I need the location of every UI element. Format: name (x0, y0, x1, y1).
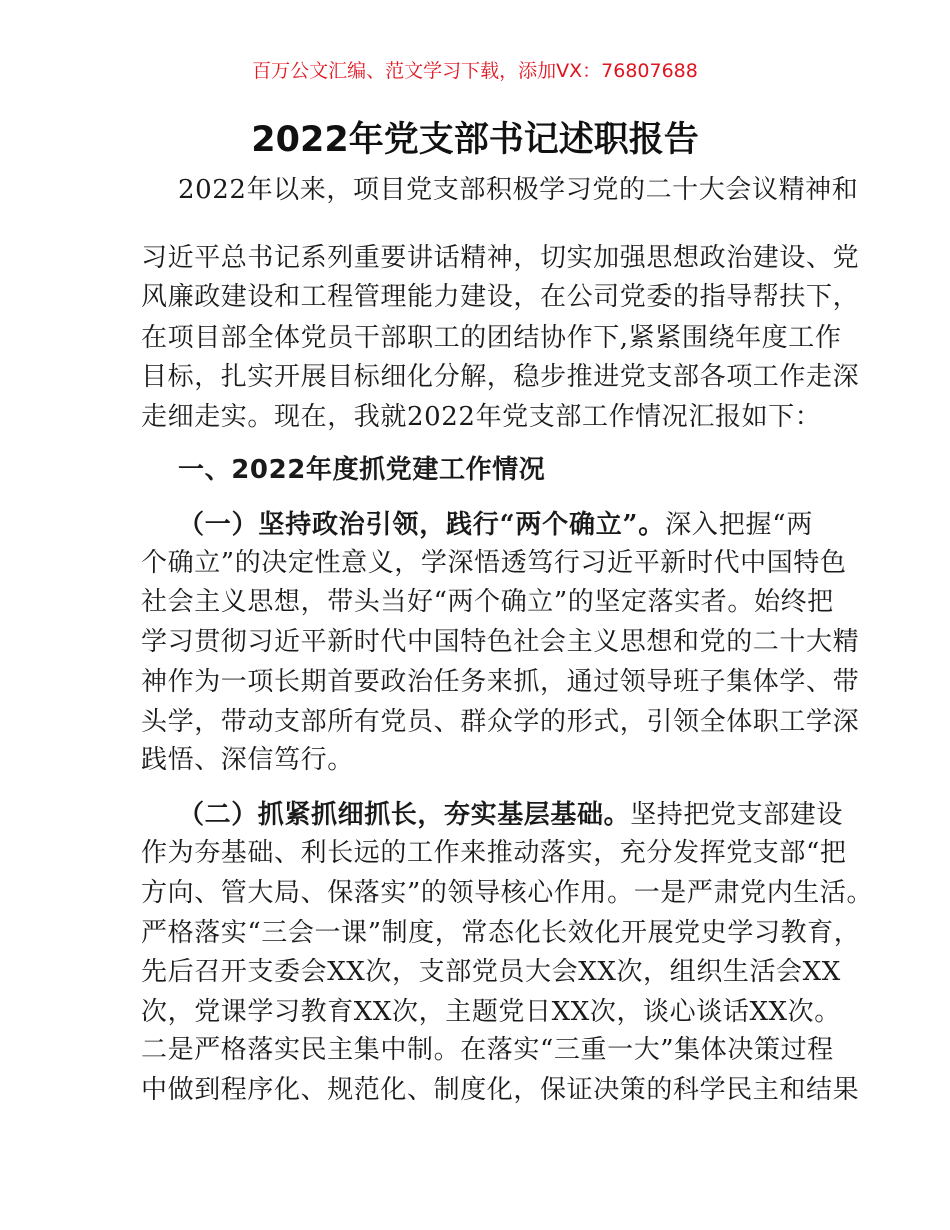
section-heading: 一、2022年度抓党建工作情况 (178, 455, 546, 485)
text-line: 先后召开支委会XX次，支部党员大会XX次，组织生活会XX (141, 957, 841, 987)
text-line: 社会主义思想，带头当好“两个确立”的坚定落实者。始终把 (141, 587, 834, 617)
text-line: 目标，扎实开展目标细化分解，稳步推进党支部各项工作走深 (141, 362, 860, 392)
header-banner: 百万公文汇编、范文学习下载，添加VX：76807688 (252, 60, 698, 82)
text-line: 严格落实“三会一课”制度，常态化长效化开展党史学习教育， (141, 918, 861, 948)
text-span: 深入把握“两 (665, 510, 813, 540)
text-line: 践悟、深信笃行。 (141, 745, 354, 775)
text-line: 次，党课学习教育XX次，主题党日XX次，谈心谈话XX次。 (141, 997, 841, 1027)
text-line (178, 798, 844, 832)
text-line: 作为夯基础、利长远的工作来推动落实，充分发挥党支部“把 (141, 838, 847, 868)
text-line: 中做到程序化、规范化、制度化，保证决策的科学民主和结果 (141, 1075, 860, 1105)
text-line (178, 508, 813, 542)
document-title: 2022年党支部书记述职报告 (251, 120, 699, 160)
text-line: 二是严格落实民主集中制。在落实“三重一大”集体决策过程 (141, 1035, 834, 1065)
text-line: 2022年以来，项目党支部积极学习党的二十大会议精神和 (178, 175, 859, 205)
text-line: 学习贯彻习近平新时代中国特色社会主义思想和党的二十大精 (141, 627, 860, 657)
text-line: 方向、管大局、保落实”的领导核心作用。一是严肃党内生活。 (141, 878, 874, 908)
text-line: 个确立”的决定性意义，学深悟透笃行习近平新时代中国特色 (141, 548, 847, 578)
text-line: 风廉政建设和工程管理能力建设，在公司党委的指导帮扶下， (141, 282, 860, 312)
text-line: 习近平总书记系列重要讲话精神，切实加强思想政治建设、党 (141, 243, 860, 273)
text-line: 神作为一项长期首要政治任务来抓，通过领导班子集体学、带 (141, 667, 860, 697)
paragraph-lead: （二）抓紧抓细抓长，夯实基层基础。 (178, 800, 631, 830)
text-span: 坚持把党支部建设 (630, 800, 844, 830)
text-line: 头学，带动支部所有党员、群众学的形式，引领全体职工学深 (141, 707, 860, 737)
text-line: 在项目部全体党员干部职工的团结协作下,紧紧围绕年度工作 (141, 323, 842, 353)
text-line: 走细走实。现在，我就2022年党支部工作情况汇报如下： (141, 402, 822, 432)
paragraph-lead: （一）坚持政治引领，践行“两个确立”。 (178, 510, 666, 540)
